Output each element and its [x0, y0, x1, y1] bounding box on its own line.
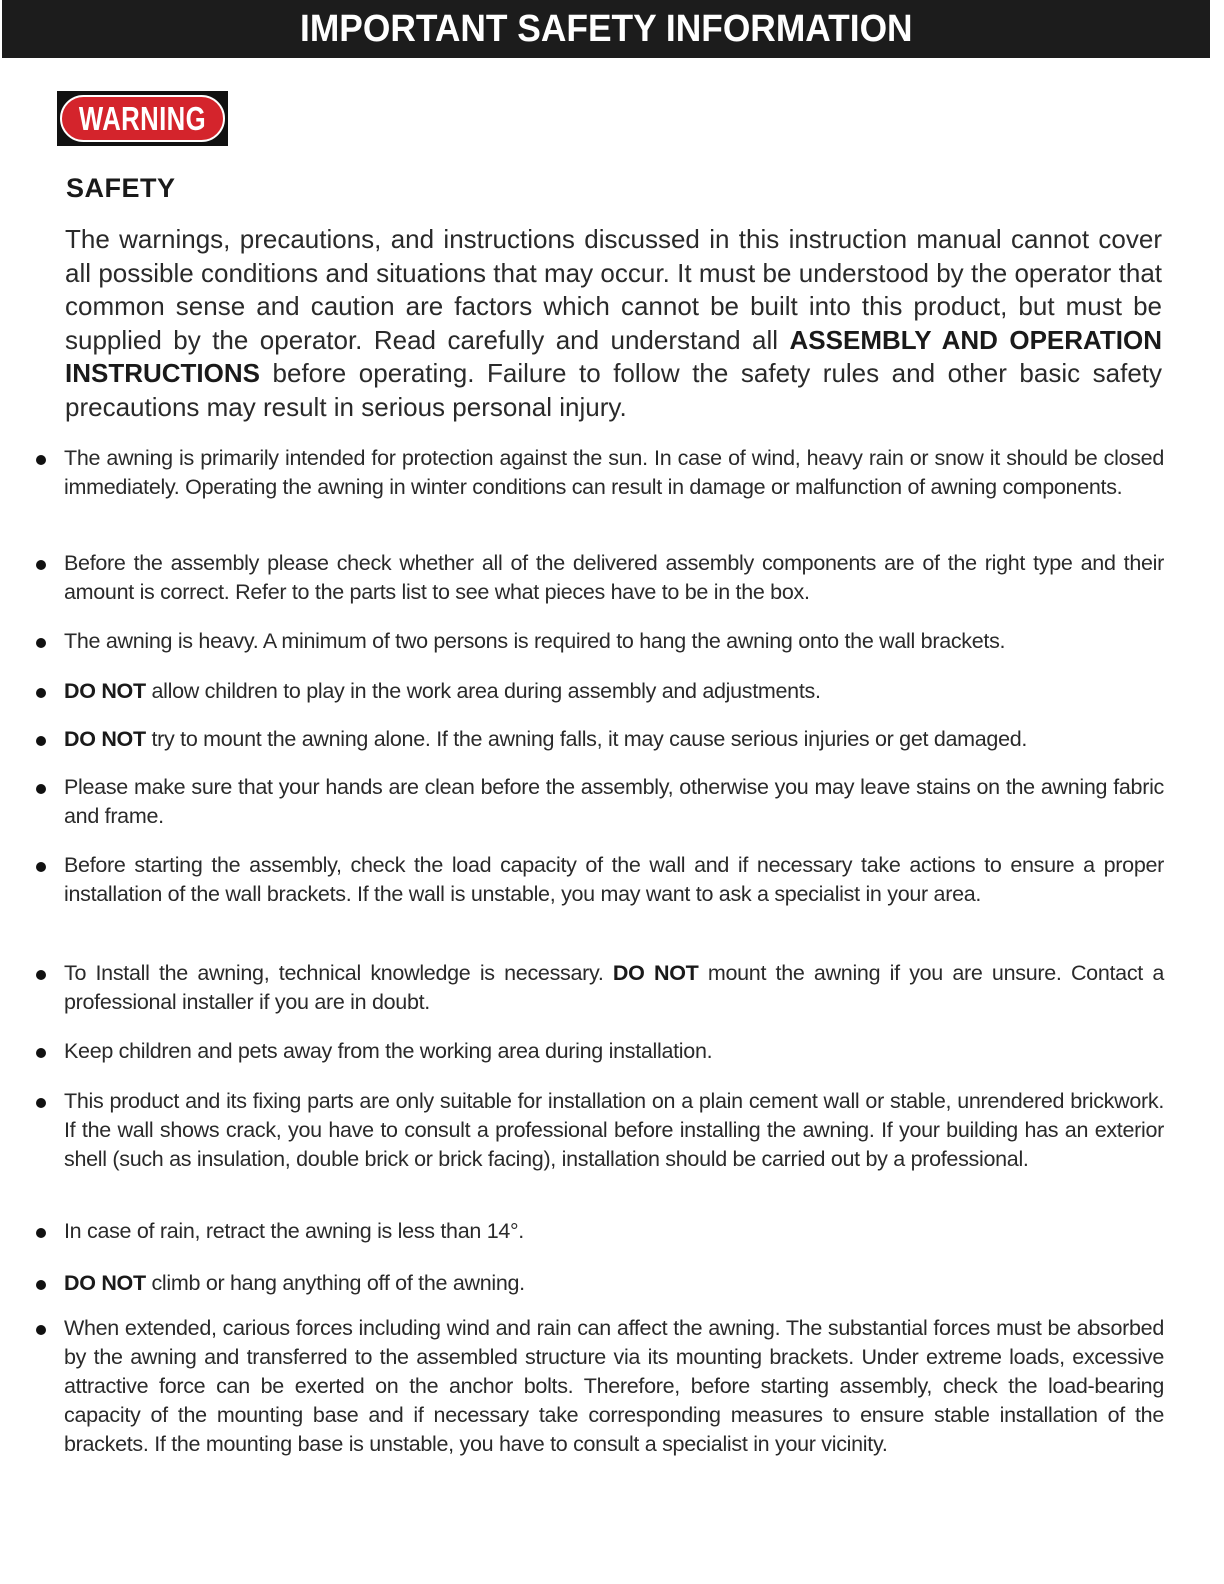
- intro-bold-text: ASSEMBLY AND OPERATION INSTRUCTIONS: [65, 324, 1162, 388]
- bullet-dot-icon: [36, 455, 46, 465]
- bullet-dot-icon: [36, 560, 46, 570]
- list-item: DO NOT climb or hang anything off of the awning.: [64, 1269, 1164, 1298]
- list-item: Before the assembly please check whether all of the delivered assembly components are of the right type and their amount is correct. Refer to the parts list to see what pieces have to be in the box.: [64, 549, 1164, 607]
- list-item: Keep children and pets away from the working area during installation.: [64, 1037, 1164, 1066]
- list-item: This product and its fixing parts are only suitable for installation on a plain cement wall or stable, unrendered brickwork. If the wall shows crack, you have to consult a professional before installing the awning. If your building has an exterior shell (such as insulation, double brick or brick facing), installation should be carried out by a professional.: [64, 1087, 1164, 1174]
- intro-text-2: before operating. Failure to follow the safety rules and other basic safety precautions may result in serious personal injury.: [65, 358, 1162, 422]
- bullet-dot-icon: [36, 1048, 46, 1058]
- bullet-dot-icon: [36, 688, 46, 698]
- intro-paragraph: [65, 223, 1162, 424]
- intro-text-1: The warnings, precautions, and instructions discussed in this instruction manual cannot cover all possible conditions and situations that may occur. It must be understood by the operator that common sense and caution are factors which cannot be built into this product, but must be supplied by the operator. Read carefully and understand all: [65, 224, 1162, 355]
- bullet-dot-icon: [36, 970, 46, 980]
- bullet-dot-icon: [36, 1280, 46, 1290]
- list-item: The awning is heavy. A minimum of two persons is required to hang the awning onto the wall brackets.: [64, 627, 1164, 656]
- list-item: In case of rain, retract the awning is less than 14°.: [64, 1217, 1164, 1246]
- bullet-dot-icon: [36, 784, 46, 794]
- page-title: IMPORTANT SAFETY INFORMATION: [299, 7, 913, 50]
- section-title: SAFETY: [66, 173, 176, 203]
- list-item: Before starting the assembly, check the load capacity of the wall and if necessary take actions to ensure a proper installation of the wall brackets. If the wall is unstable, you may want to ask a specialist in your area.: [64, 851, 1164, 909]
- list-item: To Install the awning, technical knowledge is necessary. DO NOT mount the awning if you are unsure. Contact a professional installer if you are in doubt.: [64, 959, 1164, 1017]
- list-item: When extended, carious forces including wind and rain can affect the awning. The substantial forces must be absorbed by the awning and transferred to the assembled structure via its mounting brackets. Under extreme loads, excessive attractive force can be exerted on the anchor bolts. Therefore, before starting assembly, check the load-bearing capacity of the mounting base and if necessary take corresponding measures to ensure stable installation of the brackets. If the mounting base is unstable, you have to consult a specialist in your vicinity.: [64, 1314, 1164, 1459]
- warning-badge: [57, 91, 228, 146]
- bullet-dot-icon: [36, 638, 46, 648]
- header-bar: [2, 0, 1210, 58]
- list-item: Please make sure that your hands are clean before the assembly, otherwise you may leave stains on the awning fabric and frame.: [64, 773, 1164, 831]
- warning-pill: [60, 95, 225, 142]
- bullet-dot-icon: [36, 736, 46, 746]
- bullet-dot-icon: [36, 1098, 46, 1108]
- list-item: DO NOT allow children to play in the work area during assembly and adjustments.: [64, 677, 1164, 706]
- list-item: The awning is primarily intended for protection against the sun. In case of wind, heavy rain or snow it should be closed immediately. Operating the awning in winter conditions can result in damage or malfunction of awning components.: [64, 444, 1164, 502]
- bullet-dot-icon: [36, 1325, 46, 1335]
- bullet-dot-icon: [36, 862, 46, 872]
- list-item: DO NOT try to mount the awning alone. If the awning falls, it may cause serious injuries or get damaged.: [64, 725, 1164, 754]
- bullet-dot-icon: [36, 1228, 46, 1238]
- warning-label: WARNING: [78, 99, 207, 137]
